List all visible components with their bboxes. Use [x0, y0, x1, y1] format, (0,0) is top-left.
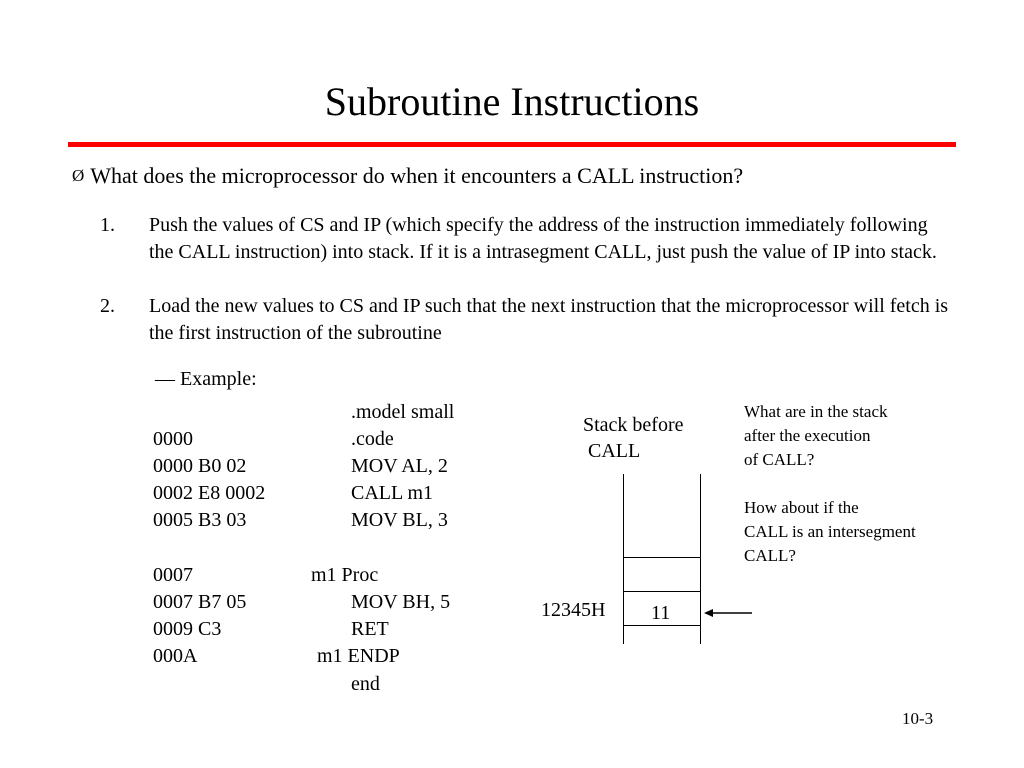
- code-address: 0007 B7 05: [153, 591, 247, 613]
- page-number: 10-3: [902, 709, 934, 728]
- stack-value: 11: [651, 602, 671, 624]
- example-label: — Example:: [155, 368, 257, 390]
- stack-label: [583, 412, 684, 464]
- code-address: 0000 B0 02: [153, 455, 247, 477]
- code-address: 0002 E8 0002: [153, 482, 266, 504]
- question-bullet: [72, 163, 743, 189]
- code-instruction: m1 ENDP: [317, 645, 400, 667]
- code-address: 0005 B3 03: [153, 509, 247, 531]
- stack-question-note: What are in the stack after the execution of CALL? How about if the CALL is an intersegment CALL?: [744, 402, 916, 565]
- stack-cell-divider: [623, 625, 701, 626]
- step-number: 2.: [100, 295, 115, 317]
- code-instruction: MOV BH, 5: [351, 591, 451, 613]
- stack-pointer-arrow-icon: [704, 606, 754, 620]
- stack-label-line: Stack before: [583, 414, 684, 436]
- arrow-bullet-icon: Ø: [72, 166, 85, 185]
- code-address: 000A: [153, 645, 198, 667]
- code-instruction: .code: [351, 428, 394, 450]
- code-instruction: MOV AL, 2: [351, 455, 448, 477]
- slide-title: Subroutine Instructions: [324, 79, 700, 124]
- code-instruction: m1 Proc: [311, 564, 379, 586]
- code-instruction: CALL m1: [351, 482, 434, 504]
- step-text: Push the values of CS and IP (which specify the address of the instruction immediately following the CALL instruction) into stack. If it is a intrasegment CALL, just push the value of IP into stack.: [149, 214, 937, 263]
- title-divider: [68, 142, 956, 147]
- code-instruction: MOV BL, 3: [351, 509, 448, 531]
- step-text: Load the new values to CS and IP such that the next instruction that the microprocessor will fetch is the first instruction of the subroutine: [149, 295, 949, 344]
- stack-cell-divider: [623, 557, 701, 558]
- stack-address: 12345H: [541, 599, 606, 621]
- code-instruction: RET: [351, 618, 389, 640]
- step-number: 1.: [100, 214, 115, 236]
- stack-label-line: CALL: [588, 440, 641, 462]
- code-address: 0000: [153, 428, 193, 450]
- code-instruction: .model small: [351, 401, 455, 423]
- code-instruction: end: [351, 673, 380, 695]
- stack-cell-divider: [623, 591, 701, 592]
- question-text: What does the microprocessor do when it encounters a CALL instruction?: [90, 163, 744, 188]
- code-address: 0007: [153, 564, 193, 586]
- code-address: 0009 C3: [153, 618, 222, 640]
